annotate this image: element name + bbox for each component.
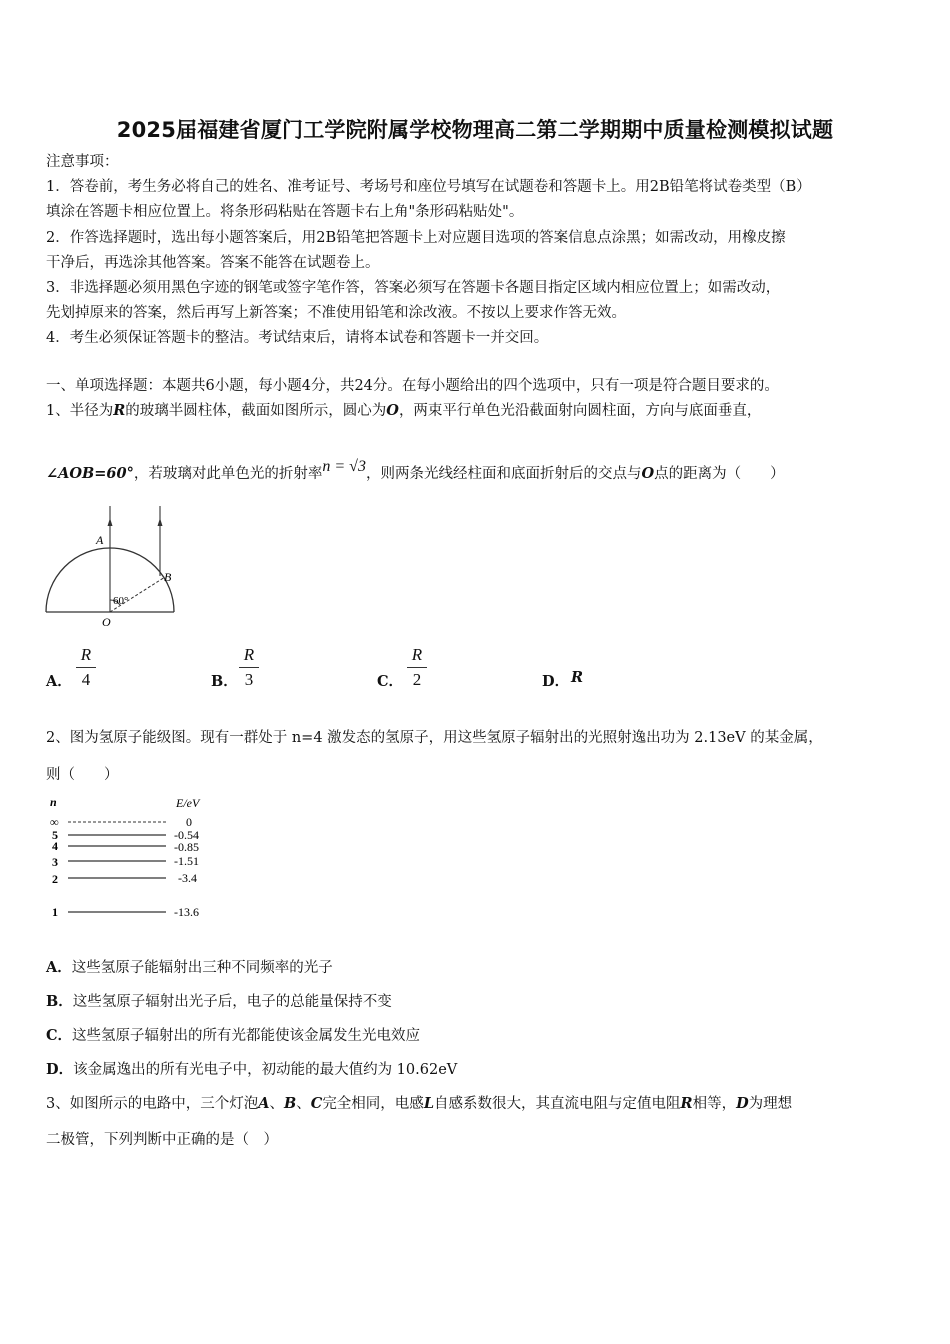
notice-line: 2．作答选择题时，选出每小题答案后，用2B铅笔把答题卡上对应题目选项的答案信息点涂黑；如需改动，用橡皮擦 <box>46 230 786 246</box>
q1-option-a-fraction: R 4 <box>76 645 96 690</box>
level-n: 5 <box>52 828 58 842</box>
figure-angle-label: 60° <box>113 595 129 607</box>
q2-option-c: C．这些氢原子辐射出的所有光都能使该金属发生光电效应 <box>46 1027 421 1044</box>
q1-option-d-letter: D． <box>542 673 570 690</box>
notice-line: 填涂在答题卡相应位置上。将条形码粘贴在答题卡右上角"条形码粘贴处"。 <box>46 204 524 220</box>
semicircle-figure <box>40 500 190 628</box>
level-n: 3 <box>52 855 58 869</box>
level-energy: -3.4 <box>178 871 197 885</box>
figure-label-B: B <box>164 570 172 584</box>
q3-stem-line1: 3、如图所示的电路中，三个灯泡A、B、C完全相同，电感L自感系数很大，其直流电阻与定值电阻R相等，D为理想 <box>46 1095 793 1112</box>
q2-option-d: D．该金属逸出的所有光电子中，初动能的最大值约为 10.62eV <box>46 1061 458 1078</box>
q2-stem-line2: 则（ ） <box>46 767 119 783</box>
q1-option-b-fraction: R 3 <box>239 645 259 690</box>
energy-level-diagram <box>46 794 216 924</box>
level-energy: -13.6 <box>174 905 199 919</box>
notice-heading: 注意事项： <box>46 154 119 170</box>
notice-line: 4．考生必须保证答题卡的整洁。考试结束后，请将本试卷和答题卡一并交回。 <box>46 330 549 346</box>
q1-option-a-letter: A． <box>46 673 72 690</box>
notice-line: 3．非选择题必须用黑色字迹的钢笔或签字笔作答，答案必须写在答题卡各题目指定区域内相应位置上；如需改动， <box>46 280 781 296</box>
section-heading: 一、单项选择题：本题共6小题，每小题4分，共24分。在每小题给出的四个选项中，只有一项是符合题目要求的。 <box>46 378 779 394</box>
level-energy: -0.54 <box>174 828 199 842</box>
level-n: 4 <box>52 839 58 853</box>
q3-stem-line2: 二极管，下列判断中正确的是（ ） <box>46 1132 278 1148</box>
level-n: 1 <box>52 905 58 919</box>
level-energy: -0.85 <box>174 840 199 854</box>
figure-label-O: O <box>102 615 111 628</box>
notice-line: 先划掉原来的答案，然后再写上新答案；不准使用铅笔和涂改液。不按以上要求作答无效。 <box>46 305 626 321</box>
q1-option-b-letter: B． <box>211 673 238 690</box>
page-title: 2025届福建省厦门工学院附属学校物理高二第二学期期中质量检测模拟试题 <box>116 118 834 142</box>
notice-line: 干净后，再选涂其他答案。答案不能答在试题卷上。 <box>46 255 380 271</box>
refractive-index-formula: n = √3 <box>322 458 366 475</box>
notice-line: 1．答卷前，考生务必将自己的姓名、准考证号、考场号和座位号填写在试题卷和答题卡上。用2B铅笔将试卷类型（B） <box>46 179 811 195</box>
level-n: 2 <box>52 872 58 886</box>
q1-option-c-fraction: R 2 <box>407 645 427 690</box>
diagram-e-header: E/eV <box>176 796 200 810</box>
q2-stem-line1: 2、图为氢原子能级图。现有一群处于 n=4 激发态的氢原子，用这些氢原子辐射出的光照射逸出功为 2.13eV 的某金属， <box>46 730 823 746</box>
level-n: ∞ <box>50 815 59 829</box>
figure-label-A: A <box>96 533 104 547</box>
q1-stem-line2: ∠AOB=60°，若玻璃对此单色光的折射率n = √3，则两条光线经柱面和底面折射后的交点与O点的距离为（ ） <box>46 458 785 482</box>
level-energy: -1.51 <box>174 854 199 868</box>
q1-stem-line1: 1、半径为R的玻璃半圆柱体，截面如图所示，圆心为O，两束平行单色光沿截面射向圆柱面，方向与底面垂直， <box>46 402 762 419</box>
q1-option-c-letter: C． <box>377 673 404 690</box>
q2-option-b: B．这些氢原子辐射出光子后，电子的总能量保持不变 <box>46 993 392 1010</box>
level-energy: 0 <box>186 815 192 829</box>
q2-option-a: A．这些氢原子能辐射出三种不同频率的光子 <box>46 959 333 976</box>
diagram-n-header: n <box>50 795 57 809</box>
q1-option-d-value: R <box>571 669 584 686</box>
